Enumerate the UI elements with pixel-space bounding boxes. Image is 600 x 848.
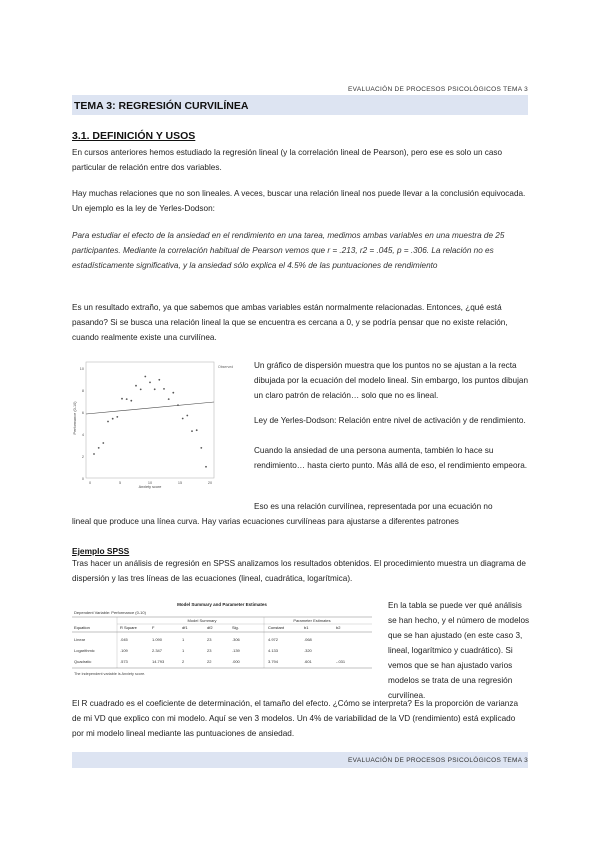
table-cell: .306	[232, 637, 240, 642]
y-tick-label: 2	[81, 455, 84, 459]
scatter-point	[144, 376, 146, 378]
scatter-point	[205, 466, 207, 468]
scatter-point	[200, 447, 202, 449]
table-cell: 1	[182, 637, 185, 642]
table-cell: Linear	[74, 637, 86, 642]
table-cell: .139	[232, 648, 240, 653]
table-cell: 3.794	[268, 659, 279, 664]
side-text-curvilinear: Eso es una relación curvilínea, representada por una ecuación no	[254, 502, 493, 511]
table-cell: .601	[304, 659, 312, 664]
table-header-cell: Equation	[74, 625, 90, 630]
x-tick-label: 0	[88, 481, 92, 485]
table-cell: .320	[304, 648, 312, 653]
scatter-point	[177, 404, 179, 406]
y-tick-label: 10	[79, 367, 84, 371]
running-footer: EVALUACIÓN DE PROCESOS PSICOLÓGICOS TEMA 3	[348, 757, 528, 764]
table-header-cell: b2	[336, 625, 341, 630]
x-tick-label: 5	[118, 481, 122, 485]
topic-title: TEMA 3: REGRESIÓN CURVILÍNEA	[74, 100, 249, 112]
scatter-point	[102, 442, 104, 444]
table-cell: .109	[120, 648, 128, 653]
table-cell: 1.090	[152, 637, 163, 642]
table-cell: 4.972	[268, 637, 279, 642]
table-cell: .000	[232, 659, 240, 664]
table-cell: 4.133	[268, 648, 279, 653]
scatter-point	[168, 398, 170, 400]
scatter-point	[112, 418, 114, 420]
running-header: EVALUACIÓN DE PROCESOS PSICOLÓGICOS TEMA 3	[348, 86, 528, 93]
scatter-point	[182, 418, 184, 420]
scatter-point	[154, 388, 156, 390]
table-cell: 14.793	[152, 659, 165, 664]
table-header-cell: F	[152, 625, 155, 630]
side-text-anxiety: Cuando la ansiedad de una persona aumenta, también lo hace su rendimiento… hasta cierto punto. Más allá de eso, el rendimiento empeora.	[254, 446, 528, 470]
y-tick-label: 8	[81, 389, 84, 393]
table-header-cell: Sig.	[232, 625, 239, 630]
paragraph-example: Para estudiar el efecto de la ansiedad en el rendimiento en una tarea, medimos ambas variables en una muestra de 25 participantes. Mediante la correlación habitual de Pearson vemos que r = .213, r2 = .045, p = .306. La relación no es estadísticamente significativa, y la ansiedad sólo explica el 4.5% de las puntuaciones de rendimiento	[72, 231, 505, 270]
table-cell: 2.347	[152, 648, 163, 653]
y-axis-label: Performance (0-10)	[73, 401, 77, 435]
scatter-point	[98, 447, 100, 449]
y-tick-label: 0	[81, 477, 84, 481]
scatter-point	[121, 398, 123, 400]
table-cell: 22	[207, 659, 212, 664]
paragraph-nonlinear: Hay muchas relaciones que no son lineales. A veces, buscar una relación lineal nos puede llevar a la conclusión equivocada. Un ejemplo es la ley de Yerles-Dodson:	[72, 189, 526, 213]
scatter-point	[172, 392, 174, 394]
scatter-point	[158, 379, 160, 381]
x-axis-label: Anxiety score	[138, 485, 162, 489]
side-text-law: Ley de Yerles-Dodson: Relación entre nivel de activación y de rendimiento.	[254, 416, 526, 425]
legend-observed: Observed	[218, 365, 234, 369]
scatter-point	[93, 453, 95, 455]
scatter-point	[130, 400, 132, 402]
table-cell: 23	[207, 648, 212, 653]
scatter-point	[196, 429, 198, 431]
scatter-plot	[72, 358, 244, 490]
table-cell: 23	[207, 637, 212, 642]
scatter-point	[163, 388, 165, 390]
y-tick-label: 4	[81, 433, 84, 437]
table-header-cell: b1	[304, 625, 309, 630]
table-cell: 1	[182, 648, 185, 653]
paragraph-r-squared: El R cuadrado es el coeficiente de determinación, el tamaño del efecto. ¿Cómo se interpreta? Es la proporción de varianza de mi VD que explico con mi modelo. Aquí se ven 3 modelos. Un 4% de variabilidad de la VD (rendimiento) está explicado por mi modelo lineal mediante las puntuaciones de ansiedad.	[72, 699, 519, 738]
group-model-summary: Model Summary	[187, 618, 217, 623]
table-cell: .045	[120, 637, 128, 642]
group-parameter-estimates: Parameter Estimates	[293, 618, 331, 623]
table-note: The independent variable is Anxiety score.	[74, 672, 146, 676]
paragraph-curve-line: lineal que produce una línea curva. Hay varias ecuaciones curvilíneas para ajustarse a diferentes patrones	[72, 517, 459, 526]
paragraph-spss: Tras hacer un análisis de regresión en SPSS analizamos los resultados obtenidos. El procedimiento muestra un diagrama de dispersión y las tres líneas de las ecuaciones (lineal, cuadrática, logarítmica).	[72, 559, 526, 583]
x-tick-label: 10	[147, 481, 153, 485]
x-tick-label: 20	[207, 481, 213, 485]
scatter-point	[107, 421, 109, 423]
side-text-table: En la tabla se puede ver qué análisis se han hecho, y el número de modelos que se han ajustado (en este caso 3, lineal, logarítmico y cuadrático). Si vemos que se han ajustado varios modelos se trata de una regresión curvilínea.	[388, 601, 530, 700]
table-header-cell: R Square	[120, 625, 137, 630]
table-cell: 2	[182, 659, 185, 664]
scatter-point	[140, 389, 142, 391]
table-cell: .573	[120, 659, 128, 664]
paragraph-intro: En cursos anteriores hemos estudiado la regresión lineal (y la correlación lineal de Pearson), pero ese es solo un caso particular de relación entre dos variables.	[72, 148, 503, 172]
table-cell: Quadratic	[74, 659, 92, 664]
table-header-cell: df2	[207, 625, 213, 630]
table-cell: -.031	[336, 659, 346, 664]
table-cell: .068	[304, 637, 312, 642]
scatter-point	[149, 382, 151, 384]
table-dep-var: Dependent Variable: Performance (0-10)	[74, 610, 146, 615]
y-tick-label: 6	[81, 411, 84, 415]
scatter-point	[186, 415, 188, 417]
table-header-cell: df1	[182, 625, 188, 630]
x-tick-label: 15	[177, 481, 183, 485]
paragraph-strange-result: Es un resultado extraño, ya que sabemos que ambas variables están normalmente relacionadas. Entonces, ¿qué está pasando? Si se busca una relación lineal la que se encuentra es cercana a 0, y se podría pensar que no existe relación, cuando realmente existe una curvilínea.	[72, 303, 508, 342]
scatter-point	[191, 430, 193, 432]
table-header-cell: Constant	[268, 625, 285, 630]
scatter-point	[126, 398, 128, 400]
table-title: Model Summary and Parameter Estimates	[177, 602, 267, 607]
section-title: 3.1. DEFINICIÓN Y USOS	[72, 130, 196, 142]
scatter-point	[135, 385, 137, 387]
side-text-scatter: Un gráfico de dispersión muestra que los puntos no se ajustan a la recta dibujada por la ecuación del modelo lineal. Sin embargo, los puntos dibujan un claro patrón de relación… solo que no es lineal.	[254, 361, 529, 400]
spss-example-title: Ejemplo SPSS	[72, 546, 130, 556]
scatter-point	[116, 416, 118, 418]
spss-model-summary-table	[72, 598, 372, 688]
table-cell: Logarithmic	[74, 648, 95, 653]
